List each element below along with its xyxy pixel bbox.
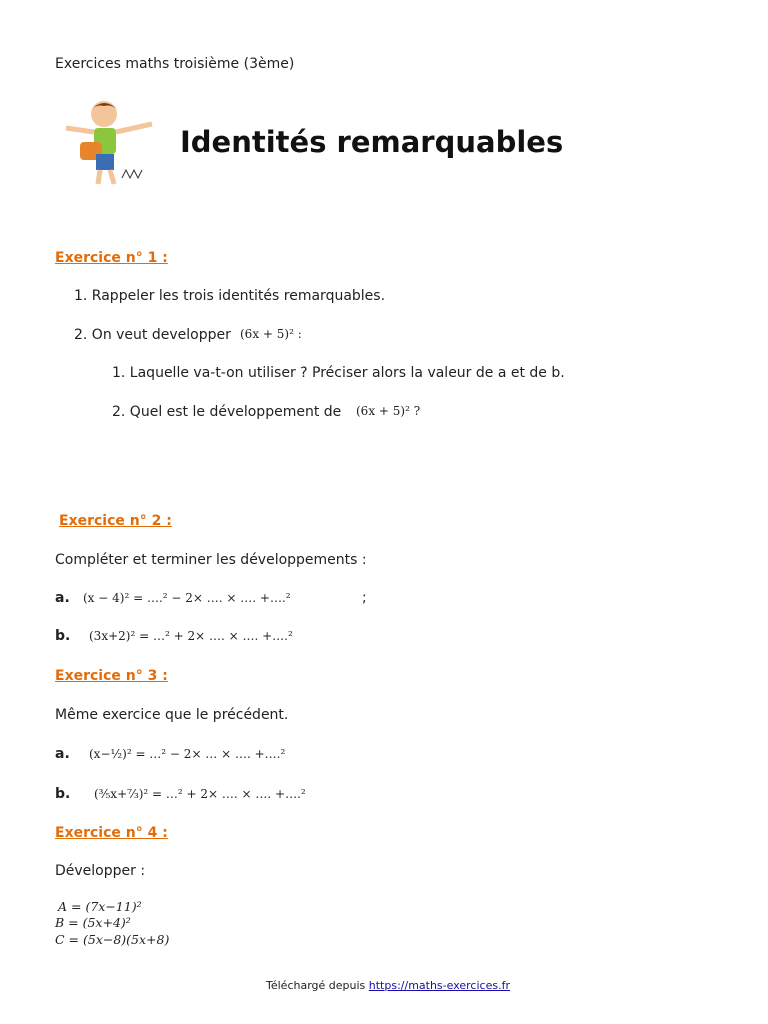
footer-text: Téléchargé depuis <box>266 979 369 992</box>
ex3-intro: Même exercice que le précédent. <box>55 707 289 723</box>
boy-illustration <box>62 98 160 190</box>
ex2-separator: ; <box>362 590 367 606</box>
ex3-label-a: a. <box>55 746 70 762</box>
ex1-subquestion-1: 1. Laquelle va-t-on utiliser ? Préciser alors la valeur de a et de b. <box>112 365 565 381</box>
ex4-expression-b: B = (5x+4)² <box>55 915 131 930</box>
ex2-label-a: a. <box>55 590 70 606</box>
ex1-subquestion-2-math: (6x + 5)² ? <box>356 404 421 418</box>
ex2-math-b: (3x+2)² = …² + 2× …. × …. +….² <box>89 629 293 643</box>
ex2-math-a: (x − 4)² = ….² − 2× …. × …. +….² <box>83 591 291 605</box>
ex1-subquestion-2: 2. Quel est le développement de <box>112 404 342 420</box>
ex3-math-b: (³⁄₅x+⁷⁄₃)² = …² + 2× …. × …. +….² <box>94 787 306 801</box>
exercise-4-heading: Exercice n° 4 : <box>55 825 168 841</box>
ex1-question-1: 1. Rappeler les trois identités remarquables. <box>74 288 386 304</box>
ex4-expression-a: A = (7x−11)² <box>58 899 142 914</box>
ex3-math-a: (x−½)² = …² − 2× … × …. +….² <box>89 747 286 761</box>
exercise-1-heading: Exercice n° 1 : <box>55 250 168 266</box>
ex1-question-2: 2. On veut developper <box>74 327 231 343</box>
exercise-2-heading: Exercice n° 2 : <box>59 513 172 529</box>
ex3-label-b: b. <box>55 786 71 802</box>
ex2-label-b: b. <box>55 628 71 644</box>
header-text: Exercices maths troisième (3ème) <box>55 56 295 72</box>
footer-link[interactable]: https://maths-exercices.fr <box>368 979 510 992</box>
exercise-3-heading: Exercice n° 3 : <box>55 668 168 684</box>
ex2-intro: Compléter et terminer les développements : <box>55 552 367 568</box>
ex4-expression-c: C = (5x−8)(5x+8) <box>55 932 170 947</box>
footer <box>266 977 510 995</box>
ex1-question-2-math: (6x + 5)² : <box>240 327 302 341</box>
page-title: Identités remarquables <box>180 125 564 159</box>
ex4-intro: Développer : <box>55 863 146 879</box>
